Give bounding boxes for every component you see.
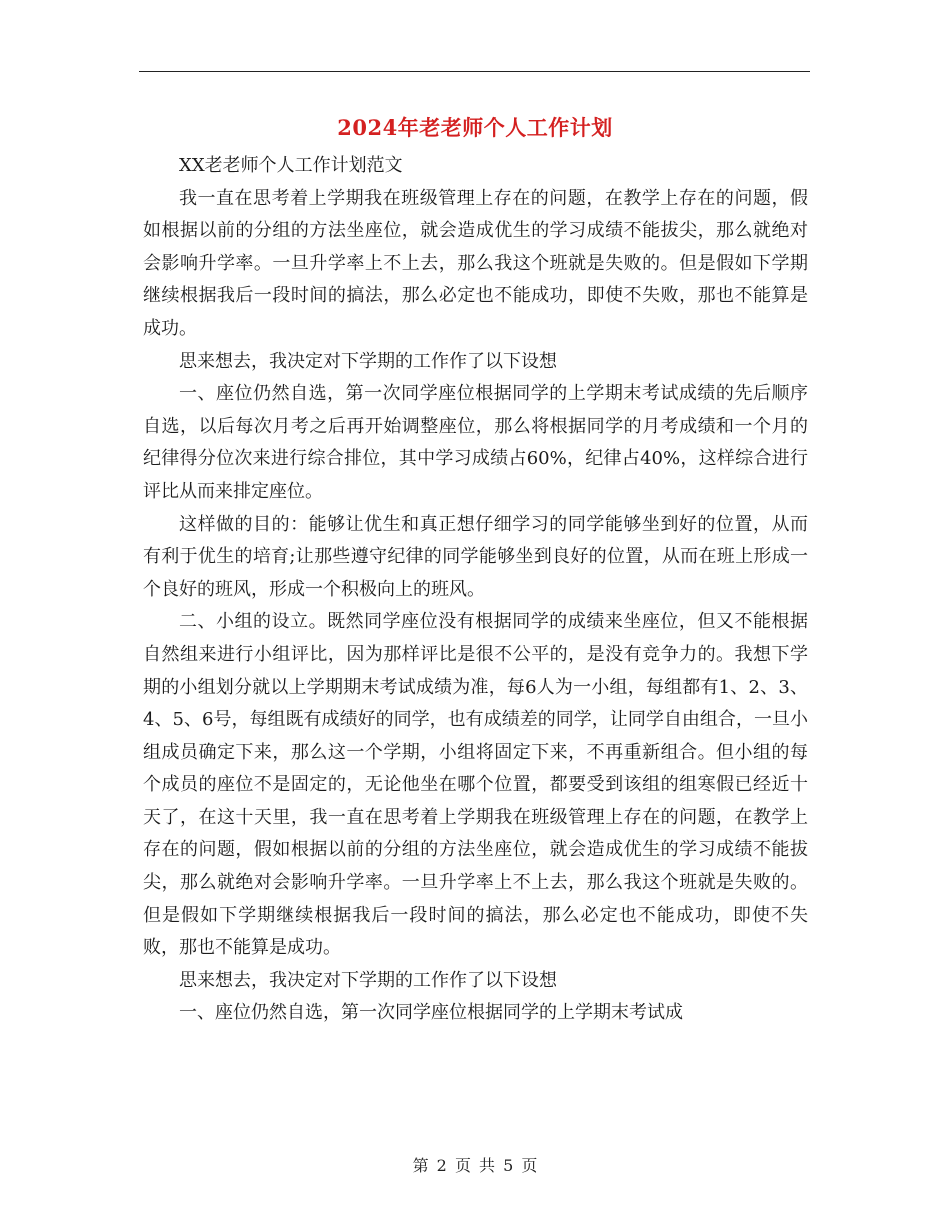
page-number-footer: 第 2 页 共 5 页	[412, 1156, 538, 1175]
paragraph: 二、小组的设立。既然同学座位没有根据同学的成绩来坐座位，但又不能根据自然组来进行小组评比，因为那样评比是很不公平的，是没有竞争力的。我想下学期的小组划分就以上学期期末考试成绩为准，每6人为一小组，每组都有1、2、3、4、5、6号，每组既有成绩好的同学，也有成绩差的同学，让同学自由组合，一旦小组成员确定下来，那么这一个学期，小组将固定下来，不再重新组合。但小组的每个成员的座位不是固定的，无论他坐在哪个位置，都要受到该组的组寒假已经近十天了，在这十天里，我一直在思考着上学期我在班级管理上存在的问题，在教学上存在的问题，假如根据以前的分组的方法坐座位，就会造成优生的学习成绩不能拔尖，那么就绝对会影响升学率。一旦升学率上不上去，那么我这个班就是失败的。但是假如下学期继续根据我后一段时间的搞法，那么必定也不能成功，即使不失败，那也不能算是成功。	[143, 611, 808, 959]
document-title: 2024年老老师个人工作计划	[337, 115, 613, 140]
paragraph: 一、座位仍然自选，第一次同学座位根据同学的上学期末考试成绩的先后顺序自选，以后每次月考之后再开始调整座位，那么将根据同学的月考成绩和一个月的纪律得分位次来进行综合排位，其中学习成绩占60%，纪律占40%，这样综合进行评比从而来排定座位。	[143, 383, 808, 502]
paragraph: 我一直在思考着上学期我在班级管理上存在的问题，在教学上存在的问题，假如根据以前的分组的方法坐座位，就会造成优生的学习成绩不能拔尖，那么就绝对会影响升学率。一旦升学率上不上去，那么我这个班就是失败的。但是假如下学期继续根据我后一段时间的搞法，那么必定也不能成功，即使不失败，那也不能算是成功。	[143, 187, 808, 339]
paragraph: 思来想去，我决定对下学期的工作作了以下设想	[179, 350, 557, 372]
paragraph: 一、座位仍然自选，第一次同学座位根据同学的上学期末考试成	[179, 1002, 683, 1024]
paragraph: 这样做的目的：能够让优生和真正想仔细学习的同学能够坐到好的位置，从而有利于优生的培育;让那些遵守纪律的同学能够坐到良好的位置，从而在班上形成一个良好的班风，形成一个积极向上的班风。	[143, 513, 808, 600]
document-body	[143, 150, 808, 1030]
header-rule	[139, 71, 810, 72]
paragraph-subtitle: XX老老师个人工作计划范文	[179, 155, 403, 176]
paragraph: 思来想去，我决定对下学期的工作作了以下设想	[179, 969, 557, 991]
